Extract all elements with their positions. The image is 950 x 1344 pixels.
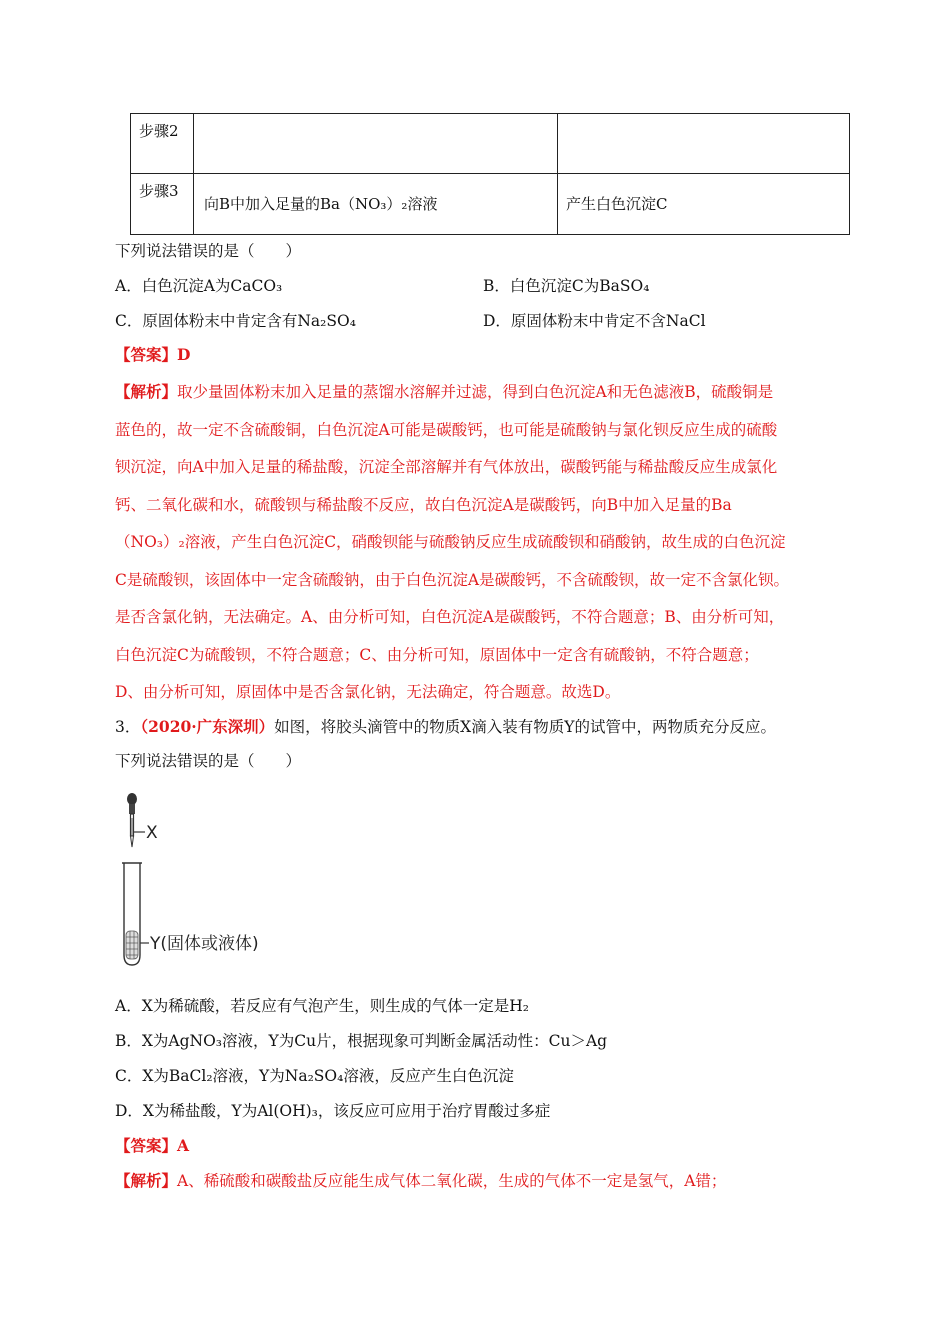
operation-cell xyxy=(194,114,558,174)
test-tube-icon xyxy=(122,863,149,965)
figure-label-y: Y(固体或液体) xyxy=(150,934,259,954)
question-stem: 下列说法错误的是（ ） xyxy=(115,242,302,260)
dropper-icon xyxy=(127,793,145,847)
table-row xyxy=(131,114,850,174)
analysis-label: 【解析】 xyxy=(115,1171,178,1190)
answer-value: A xyxy=(177,1136,190,1155)
option-a: A．白色沉淀A为CaCO₃ xyxy=(115,277,283,295)
steps-table xyxy=(130,113,850,235)
q3-option-c: C．X为BaCl₂溶液，Y为Na₂SO₄溶液，反应产生白色沉淀 xyxy=(115,1067,514,1085)
analysis-line: 【解析】取少量固体粉末加入足量的蒸馏水溶解并过滤，得到白色沉淀A和无色滤液B，硫酸铜是 xyxy=(115,382,774,401)
analysis-line: D、由分析可知，原固体中是否含氯化钠，无法确定，符合题意。故选D。 xyxy=(115,683,621,701)
figure-label-x: X xyxy=(146,823,158,843)
question-number: 3． xyxy=(115,718,141,736)
dropper-test-tube-figure xyxy=(115,787,295,972)
phenomenon-cell xyxy=(558,114,850,174)
analysis-line: 钡沉淀，向A中加入足量的稀盐酸，沉淀全部溶解并有气体放出，碳酸钙能与稀盐酸反应生成氯化 xyxy=(115,458,778,476)
analysis-label: 【解析】 xyxy=(115,382,178,401)
analysis-line: 白色沉淀C为硫酸钡，不符合题意；C、由分析可知，原固体中一定含有硫酸钠，不符合题意； xyxy=(115,645,759,664)
question-source: （2020·广东深圳） xyxy=(140,717,275,736)
answer-label: 【答案】 xyxy=(115,1136,178,1155)
option-d: D．原固体粉末中肯定不含NaCl xyxy=(483,312,706,330)
option-c: C．原固体粉末中肯定含有Na₂SO₄ xyxy=(115,312,356,330)
step-cell: 步骤2 xyxy=(131,114,194,174)
q3-option-b: B．X为AgNO₃溶液，Y为Cu片，根据现象可判断金属活动性：Cu＞Ag xyxy=(115,1032,608,1050)
q3-option-a: A．X为稀硫酸，若反应有气泡产生，则生成的气体一定是H₂ xyxy=(115,997,529,1015)
option-b: B．白色沉淀C为BaSO₄ xyxy=(483,277,650,295)
q3-answer-line xyxy=(115,1135,189,1157)
question-3-stem xyxy=(115,716,776,738)
analysis-block xyxy=(115,381,845,719)
step-cell: 步骤3 xyxy=(131,174,194,235)
answer-line xyxy=(115,344,190,366)
analysis-line: 蓝色的，故一定不含硫酸铜，白色沉淀A可能是碳酸钙，也可能是硫酸钠与氯化钡反应生成的硫酸 xyxy=(115,420,778,439)
answer-value: D xyxy=(177,345,191,364)
question-3-stem-2: 下列说法错误的是（ ） xyxy=(115,752,302,770)
table-row xyxy=(131,174,850,235)
analysis-line: （NO₃）₂溶液，产生白色沉淀C，硝酸钡能与硫酸钠反应生成硫酸钡和硝酸钠，故生成的白色沉淀 xyxy=(115,533,786,551)
analysis-line: 是否含氯化钠，无法确定。A、由分析可知，白色沉淀A是碳酸钙，不符合题意；B、由分析可知， xyxy=(115,608,785,626)
analysis-line: C是硫酸钡，该固体中一定含硫酸钠，由于白色沉淀A是碳酸钙，不含硫酸钡，故一定不含氯化钡。 xyxy=(115,570,790,589)
q3-option-d: D．X为稀盐酸，Y为Al(OH)₃，该反应可应用于治疗胃酸过多症 xyxy=(115,1102,551,1120)
question-text: 如图，将胶头滴管中的物质X滴入装有物质Y的试管中，两物质充分反应。 xyxy=(274,718,776,736)
analysis-text: A、稀硫酸和碳酸盐反应能生成气体二氧化碳，生成的气体不一定是氢气，A错； xyxy=(177,1172,727,1190)
answer-label: 【答案】 xyxy=(115,345,178,364)
phenomenon-cell: 产生白色沉淀C xyxy=(558,174,850,235)
analysis-line: 钙、二氧化碳和水，硫酸钡与稀盐酸不反应，故白色沉淀A是碳酸钙，向B中加入足量的Ba xyxy=(115,495,732,514)
operation-cell: 向B中加入足量的Ba（NO₃）₂溶液 xyxy=(194,174,558,235)
q3-analysis-line xyxy=(115,1170,726,1192)
